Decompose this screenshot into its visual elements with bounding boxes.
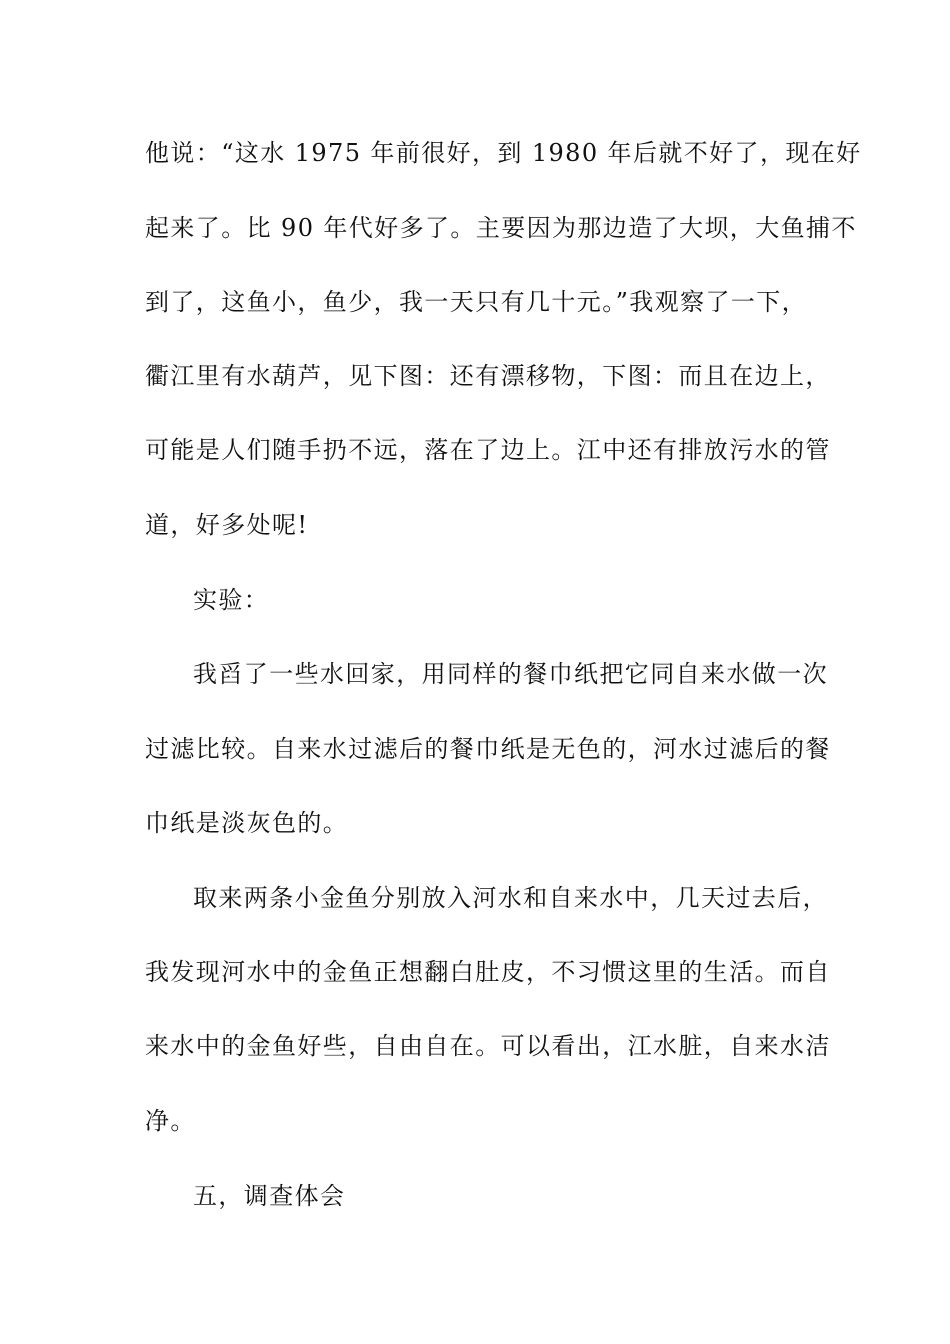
- text-line: 衢江里有水葫芦，见下图：还有漂移物，下图：而且在边上，: [145, 362, 831, 390]
- text-line: 过滤比较。自来水过滤后的餐巾纸是无色的，河水过滤后的餐: [145, 735, 831, 763]
- text-line: 道，好多处呢!: [145, 511, 309, 539]
- text-line: 净。: [145, 1107, 196, 1135]
- text-line: 起来了。比 90 年代好多了。主要因为那边造了大坝，大鱼捕不: [145, 214, 857, 242]
- text-line: 取来两条小金鱼分别放入河水和自来水中，几天过去后，: [193, 884, 828, 912]
- section-heading-experiment: 实验：: [193, 586, 270, 614]
- text-line: 巾纸是淡灰色的。: [145, 809, 349, 837]
- section-heading-survey-reflection: 五，调查体会: [193, 1182, 346, 1210]
- text-line: 我发现河水中的金鱼正想翻白肚皮，不习惯这里的生活。而自: [145, 958, 831, 986]
- text-line: 他说：“这水 1975 年前很好，到 1980 年后就不好了，现在好: [145, 139, 862, 167]
- text-line: 可能是人们随手扔不远，落在了边上。江中还有排放污水的管: [145, 436, 831, 464]
- text-line: 我舀了一些水回家，用同样的餐巾纸把它同自来水做一次: [193, 660, 828, 688]
- text-line: 来水中的金鱼好些，自由自在。可以看出，江水脏，自来水洁: [145, 1032, 831, 1060]
- text-line: 到了，这鱼小，鱼少，我一天只有几十元。”我观察了一下，: [145, 288, 808, 316]
